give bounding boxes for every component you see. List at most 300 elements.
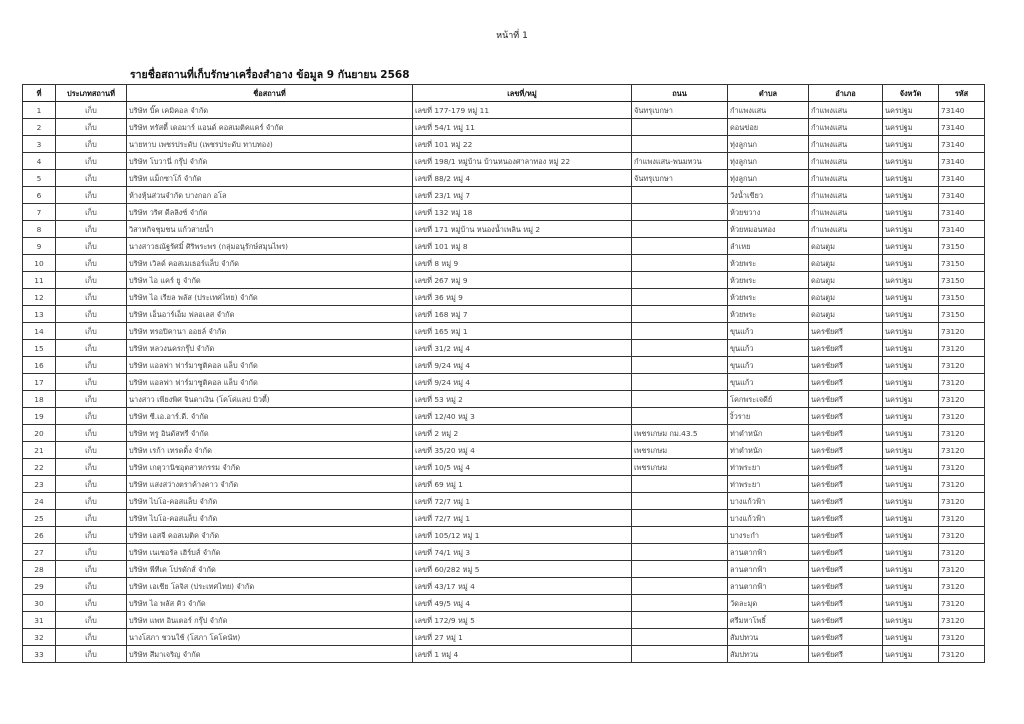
cell-address: เลขที่ 72/7 หมู่ 1 xyxy=(413,493,632,510)
cell-subdistrict: สัมปทวน xyxy=(728,629,809,646)
cell-zip: 73140 xyxy=(939,153,985,170)
cell-address: เลขที่ 49/5 หมู่ 4 xyxy=(413,595,632,612)
cell-road: เพชรเกษม กม.43.5 xyxy=(632,425,728,442)
cell-district: กำแพงแสน xyxy=(809,221,883,238)
table-row xyxy=(23,510,985,527)
cell-road xyxy=(632,476,728,493)
cell-no: 21 xyxy=(23,442,56,459)
cell-address: เลขที่ 69 หมู่ 1 xyxy=(413,476,632,493)
cell-no: 33 xyxy=(23,646,56,663)
table-row xyxy=(23,578,985,595)
cell-district: นครชัยศรี xyxy=(809,561,883,578)
cell-address: เลขที่ 132 หมู่ 18 xyxy=(413,204,632,221)
cell-zip: 73120 xyxy=(939,425,985,442)
cell-subdistrict: กำแพงแสน xyxy=(728,102,809,119)
cell-subdistrict: ท่าพระยา xyxy=(728,459,809,476)
cell-name: บริษัท ทรอปิคานา ออยล์ จำกัด xyxy=(127,323,413,340)
cell-no: 6 xyxy=(23,187,56,204)
cell-zip: 73120 xyxy=(939,374,985,391)
cell-name: นางสาวธณัฐรัศมิ์ ศิริพระพร (กลุ่มอนุรักษ์สมุนไพร) xyxy=(127,238,413,255)
cell-road xyxy=(632,544,728,561)
cell-no: 30 xyxy=(23,595,56,612)
cell-address: เลขที่ 74/1 หมู่ 3 xyxy=(413,544,632,561)
cell-district: นครชัยศรี xyxy=(809,374,883,391)
table-row xyxy=(23,357,985,374)
cell-no: 9 xyxy=(23,238,56,255)
cell-name: บริษัท เอเชีย โลจิส (ประเทศไทย) จำกัด xyxy=(127,578,413,595)
cell-district: นครชัยศรี xyxy=(809,391,883,408)
table-row xyxy=(23,170,985,187)
cell-type: เก็บ xyxy=(56,544,127,561)
cell-name: บริษัท แสงสว่างตราค้างคาว จำกัด xyxy=(127,476,413,493)
cell-name: บริษัท สีมาเจริญ จำกัด xyxy=(127,646,413,663)
cell-province: นครปฐม xyxy=(883,391,939,408)
cell-address: เลขที่ 54/1 หมู่ 11 xyxy=(413,119,632,136)
cell-type: เก็บ xyxy=(56,527,127,544)
cell-subdistrict: วังน้ำเขียว xyxy=(728,187,809,204)
cell-road xyxy=(632,119,728,136)
cell-province: นครปฐม xyxy=(883,170,939,187)
cell-name: นายทาบ เพชรประดับ (เพชรประดับ ทาบทอง) xyxy=(127,136,413,153)
cell-address: เลขที่ 10/5 หมู่ 4 xyxy=(413,459,632,476)
table-row xyxy=(23,204,985,221)
cell-type: เก็บ xyxy=(56,323,127,340)
cell-address: เลขที่ 9/24 หมู่ 4 xyxy=(413,357,632,374)
cell-subdistrict: บางแก้วฟ้า xyxy=(728,493,809,510)
cell-province: นครปฐม xyxy=(883,289,939,306)
cell-type: เก็บ xyxy=(56,442,127,459)
cell-district: นครชัยศรี xyxy=(809,544,883,561)
cell-name: บริษัท เอสจี คอสเมติค จำกัด xyxy=(127,527,413,544)
cell-district: กำแพงแสน xyxy=(809,170,883,187)
cell-district: นครชัยศรี xyxy=(809,646,883,663)
table-row xyxy=(23,289,985,306)
cell-name: บริษัท ไบโอ-คอสแล็บ จำกัด xyxy=(127,510,413,527)
cell-type: เก็บ xyxy=(56,459,127,476)
cell-road: เพชรเกษม xyxy=(632,442,728,459)
cell-province: นครปฐม xyxy=(883,323,939,340)
table-row xyxy=(23,442,985,459)
cell-road xyxy=(632,646,728,663)
cell-district: นครชัยศรี xyxy=(809,493,883,510)
cell-type: เก็บ xyxy=(56,425,127,442)
cell-subdistrict: สัมปทวน xyxy=(728,646,809,663)
cell-road xyxy=(632,272,728,289)
column-header-subdistrict: ตำบล xyxy=(728,85,809,102)
cell-no: 4 xyxy=(23,153,56,170)
cell-no: 15 xyxy=(23,340,56,357)
cell-district: นครชัยศรี xyxy=(809,510,883,527)
cell-province: นครปฐม xyxy=(883,357,939,374)
cell-subdistrict: บางระกำ xyxy=(728,527,809,544)
cell-subdistrict: ทุ่งลูกนก xyxy=(728,136,809,153)
cell-address: เลขที่ 172/9 หมู่ 5 xyxy=(413,612,632,629)
cell-province: นครปฐม xyxy=(883,221,939,238)
cell-no: 28 xyxy=(23,561,56,578)
cell-road xyxy=(632,323,728,340)
cell-type: เก็บ xyxy=(56,221,127,238)
cell-province: นครปฐม xyxy=(883,527,939,544)
table-row xyxy=(23,544,985,561)
cell-subdistrict: ห้วยขวาง xyxy=(728,204,809,221)
cell-zip: 73120 xyxy=(939,340,985,357)
cell-type: เก็บ xyxy=(56,595,127,612)
table-row xyxy=(23,374,985,391)
cell-address: เลขที่ 198/1 หมู่บ้าน บ้านหนองศาลาทอง หมู่ 22 xyxy=(413,153,632,170)
cell-zip: 73120 xyxy=(939,544,985,561)
cell-zip: 73120 xyxy=(939,629,985,646)
cell-no: 16 xyxy=(23,357,56,374)
cell-address: เลขที่ 88/2 หมู่ 4 xyxy=(413,170,632,187)
table-row xyxy=(23,187,985,204)
cell-type: เก็บ xyxy=(56,510,127,527)
cell-name: บริษัท ไอ พลัส คิว จำกัด xyxy=(127,595,413,612)
column-header-zip: รหัส xyxy=(939,85,985,102)
cell-zip: 73120 xyxy=(939,561,985,578)
cell-subdistrict: ขุนแก้ว xyxy=(728,323,809,340)
table-row xyxy=(23,391,985,408)
establishment-table xyxy=(22,84,985,663)
cell-district: กำแพงแสน xyxy=(809,204,883,221)
cell-subdistrict: ลานตากฟ้า xyxy=(728,544,809,561)
cell-address: เลขที่ 267 หมู่ 9 xyxy=(413,272,632,289)
cell-name: บริษัท เกตุวานิชอุตสาหกรรม จำกัด xyxy=(127,459,413,476)
cell-name: บริษัท แอลฟา ฟาร์มาซูติคอล แล็บ จำกัด xyxy=(127,357,413,374)
cell-district: กำแพงแสน xyxy=(809,102,883,119)
cell-road xyxy=(632,357,728,374)
cell-name: บริษัท วริศ ดีลลิงซ์ จำกัด xyxy=(127,204,413,221)
cell-type: เก็บ xyxy=(56,408,127,425)
cell-district: นครชัยศรี xyxy=(809,629,883,646)
cell-road xyxy=(632,561,728,578)
table-row xyxy=(23,153,985,170)
cell-subdistrict: ห้วยพระ xyxy=(728,289,809,306)
cell-no: 26 xyxy=(23,527,56,544)
cell-type: เก็บ xyxy=(56,561,127,578)
cell-no: 7 xyxy=(23,204,56,221)
cell-name: นางสาว เพียงพิศ จินดาเงิน (โคโค่แลป บิวตี้) xyxy=(127,391,413,408)
cell-district: นครชัยศรี xyxy=(809,595,883,612)
cell-type: เก็บ xyxy=(56,340,127,357)
cell-province: นครปฐม xyxy=(883,510,939,527)
cell-zip: 73120 xyxy=(939,527,985,544)
table-row xyxy=(23,493,985,510)
table-row xyxy=(23,527,985,544)
cell-zip: 73120 xyxy=(939,646,985,663)
cell-type: เก็บ xyxy=(56,289,127,306)
cell-name: บริษัท หลวงนครกรุ๊ป จำกัด xyxy=(127,340,413,357)
cell-province: นครปฐม xyxy=(883,238,939,255)
cell-road xyxy=(632,408,728,425)
cell-address: เลขที่ 23/1 หมู่ 7 xyxy=(413,187,632,204)
cell-province: นครปฐม xyxy=(883,459,939,476)
cell-zip: 73120 xyxy=(939,323,985,340)
cell-address: เลขที่ 35/20 หมู่ 4 xyxy=(413,442,632,459)
cell-district: นครชัยศรี xyxy=(809,408,883,425)
cell-road xyxy=(632,340,728,357)
cell-name: บริษัท เวิลด์ คอสเมเธอร์แล็บ จำกัด xyxy=(127,255,413,272)
cell-district: นครชัยศรี xyxy=(809,459,883,476)
cell-type: เก็บ xyxy=(56,646,127,663)
cell-province: นครปฐม xyxy=(883,425,939,442)
cell-road xyxy=(632,255,728,272)
cell-province: นครปฐม xyxy=(883,272,939,289)
cell-no: 8 xyxy=(23,221,56,238)
cell-road xyxy=(632,238,728,255)
table-row xyxy=(23,646,985,663)
cell-road xyxy=(632,221,728,238)
cell-zip: 73140 xyxy=(939,204,985,221)
cell-subdistrict: ขุนแก้ว xyxy=(728,357,809,374)
cell-subdistrict: ห้วยพระ xyxy=(728,272,809,289)
cell-no: 2 xyxy=(23,119,56,136)
cell-zip: 73120 xyxy=(939,510,985,527)
cell-road xyxy=(632,510,728,527)
cell-no: 22 xyxy=(23,459,56,476)
cell-no: 3 xyxy=(23,136,56,153)
cell-zip: 73140 xyxy=(939,119,985,136)
cell-type: เก็บ xyxy=(56,170,127,187)
table-row xyxy=(23,425,985,442)
cell-district: นครชัยศรี xyxy=(809,323,883,340)
column-header-district: อำเภอ xyxy=(809,85,883,102)
cell-subdistrict: ลานตากฟ้า xyxy=(728,578,809,595)
column-header-road: ถนน xyxy=(632,85,728,102)
table-row xyxy=(23,306,985,323)
cell-province: นครปฐม xyxy=(883,255,939,272)
cell-province: นครปฐม xyxy=(883,629,939,646)
cell-province: นครปฐม xyxy=(883,544,939,561)
page-number: หน้าที่ 1 xyxy=(496,31,528,41)
cell-no: 13 xyxy=(23,306,56,323)
cell-type: เก็บ xyxy=(56,187,127,204)
cell-address: เลขที่ 171 หมู่บ้าน หนองน้ำเพลิน หมู่ 2 xyxy=(413,221,632,238)
cell-address: เลขที่ 43/17 หมู่ 4 xyxy=(413,578,632,595)
cell-type: เก็บ xyxy=(56,204,127,221)
table-row xyxy=(23,119,985,136)
cell-district: นครชัยศรี xyxy=(809,612,883,629)
column-header-province: จังหวัด xyxy=(883,85,939,102)
cell-zip: 73120 xyxy=(939,459,985,476)
cell-name: บริษัท บิ๊ค เคมิคอล จำกัด xyxy=(127,102,413,119)
cell-address: เลขที่ 105/12 หมู่ 1 xyxy=(413,527,632,544)
cell-province: นครปฐม xyxy=(883,204,939,221)
cell-subdistrict: วัดละมุด xyxy=(728,595,809,612)
cell-road xyxy=(632,136,728,153)
cell-no: 17 xyxy=(23,374,56,391)
cell-address: เลขที่ 53 หมู่ 2 xyxy=(413,391,632,408)
cell-zip: 73140 xyxy=(939,102,985,119)
cell-type: เก็บ xyxy=(56,255,127,272)
cell-subdistrict: ศรีมหาโพธิ์ xyxy=(728,612,809,629)
cell-type: เก็บ xyxy=(56,391,127,408)
cell-subdistrict: ท่าตำหนัก xyxy=(728,425,809,442)
cell-province: นครปฐม xyxy=(883,476,939,493)
cell-road xyxy=(632,629,728,646)
cell-province: นครปฐม xyxy=(883,153,939,170)
cell-no: 18 xyxy=(23,391,56,408)
cell-province: นครปฐม xyxy=(883,646,939,663)
cell-address: เลขที่ 8 หมู่ 9 xyxy=(413,255,632,272)
cell-subdistrict: บางแก้วฟ้า xyxy=(728,510,809,527)
cell-address: เลขที่ 36 หมู่ 9 xyxy=(413,289,632,306)
cell-district: ดอนตูม xyxy=(809,238,883,255)
cell-subdistrict: ห้วยพระ xyxy=(728,255,809,272)
cell-name: บริษัท เนเชอรัล เฮิร์บส์ จำกัด xyxy=(127,544,413,561)
cell-province: นครปฐม xyxy=(883,408,939,425)
cell-province: นครปฐม xyxy=(883,442,939,459)
table-header-row xyxy=(23,85,985,102)
cell-address: เลขที่ 72/7 หมู่ 1 xyxy=(413,510,632,527)
cell-province: นครปฐม xyxy=(883,612,939,629)
cell-type: เก็บ xyxy=(56,153,127,170)
cell-zip: 73120 xyxy=(939,578,985,595)
cell-road xyxy=(632,612,728,629)
cell-subdistrict: ท่าพระยา xyxy=(728,476,809,493)
cell-road: จันทรุเบกษา xyxy=(632,102,728,119)
cell-province: นครปฐม xyxy=(883,493,939,510)
cell-road: จันทรุเบกษา xyxy=(632,170,728,187)
cell-name: บริษัท แพท อินเตอร์ กรุ๊ป จำกัด xyxy=(127,612,413,629)
cell-name: บริษัท ทรัสตี้ เดอมาร์ แอนด์ คอสเมติคแคร์ จำกัด xyxy=(127,119,413,136)
table-row xyxy=(23,629,985,646)
cell-road xyxy=(632,204,728,221)
table-row xyxy=(23,136,985,153)
cell-road xyxy=(632,595,728,612)
cell-district: กำแพงแสน xyxy=(809,187,883,204)
cell-province: นครปฐม xyxy=(883,595,939,612)
table-row xyxy=(23,221,985,238)
column-header-name: ชื่อสถานที่ xyxy=(127,85,413,102)
cell-no: 10 xyxy=(23,255,56,272)
cell-name: บริษัท ไบโอ-คอสแล็บ จำกัด xyxy=(127,493,413,510)
cell-no: 25 xyxy=(23,510,56,527)
cell-zip: 73120 xyxy=(939,595,985,612)
cell-province: นครปฐม xyxy=(883,306,939,323)
cell-type: เก็บ xyxy=(56,612,127,629)
table-row xyxy=(23,476,985,493)
cell-zip: 73140 xyxy=(939,187,985,204)
cell-address: เลขที่ 1 หมู่ 4 xyxy=(413,646,632,663)
cell-type: เก็บ xyxy=(56,629,127,646)
cell-no: 5 xyxy=(23,170,56,187)
cell-subdistrict: ขุนแก้ว xyxy=(728,340,809,357)
table-row xyxy=(23,323,985,340)
cell-no: 24 xyxy=(23,493,56,510)
cell-type: เก็บ xyxy=(56,238,127,255)
cell-address: เลขที่ 2 หมู่ 2 xyxy=(413,425,632,442)
cell-name: บริษัท เรก้า เทรดดิ้ง จำกัด xyxy=(127,442,413,459)
cell-type: เก็บ xyxy=(56,102,127,119)
cell-type: เก็บ xyxy=(56,578,127,595)
cell-district: นครชัยศรี xyxy=(809,425,883,442)
cell-zip: 73150 xyxy=(939,306,985,323)
cell-address: เลขที่ 27 หมู่ 1 xyxy=(413,629,632,646)
cell-subdistrict: ดอนข่อย xyxy=(728,119,809,136)
column-header-type: ประเภทสถานที่ xyxy=(56,85,127,102)
column-header-address: เลขที่/หมู่ xyxy=(413,85,632,102)
cell-type: เก็บ xyxy=(56,357,127,374)
cell-district: นครชัยศรี xyxy=(809,442,883,459)
cell-type: เก็บ xyxy=(56,493,127,510)
cell-address: เลขที่ 101 หมู่ 8 xyxy=(413,238,632,255)
cell-subdistrict: ห้วยพระ xyxy=(728,306,809,323)
cell-name: วิสาหกิจชุมชน แก้วสายน้ำ xyxy=(127,221,413,238)
cell-road xyxy=(632,374,728,391)
cell-zip: 73120 xyxy=(939,357,985,374)
cell-subdistrict: งิ้วราย xyxy=(728,408,809,425)
cell-no: 23 xyxy=(23,476,56,493)
table-row xyxy=(23,612,985,629)
cell-zip: 73120 xyxy=(939,391,985,408)
cell-type: เก็บ xyxy=(56,119,127,136)
cell-province: นครปฐม xyxy=(883,136,939,153)
cell-no: 12 xyxy=(23,289,56,306)
cell-zip: 73150 xyxy=(939,255,985,272)
cell-zip: 73140 xyxy=(939,221,985,238)
cell-name: ห้างหุ้นส่วนจำกัด บางกอก อโล xyxy=(127,187,413,204)
cell-no: 11 xyxy=(23,272,56,289)
cell-name: บริษัท แอลฟา ฟาร์มาซูติคอล แล็บ จำกัด xyxy=(127,374,413,391)
cell-district: นครชัยศรี xyxy=(809,527,883,544)
cell-no: 31 xyxy=(23,612,56,629)
cell-zip: 73140 xyxy=(939,136,985,153)
cell-district: กำแพงแสน xyxy=(809,136,883,153)
cell-address: เลขที่ 101 หมู่ 22 xyxy=(413,136,632,153)
cell-no: 27 xyxy=(23,544,56,561)
cell-district: กำแพงแสน xyxy=(809,119,883,136)
cell-district: กำแพงแสน xyxy=(809,153,883,170)
cell-no: 20 xyxy=(23,425,56,442)
cell-no: 29 xyxy=(23,578,56,595)
table-row xyxy=(23,102,985,119)
cell-zip: 73150 xyxy=(939,289,985,306)
cell-road xyxy=(632,527,728,544)
cell-road xyxy=(632,289,728,306)
cell-zip: 73120 xyxy=(939,442,985,459)
table-row xyxy=(23,595,985,612)
cell-type: เก็บ xyxy=(56,272,127,289)
cell-road xyxy=(632,187,728,204)
cell-district: ดอนตูม xyxy=(809,289,883,306)
cell-address: เลขที่ 177-179 หมู่ 11 xyxy=(413,102,632,119)
cell-road xyxy=(632,306,728,323)
table-row xyxy=(23,459,985,476)
cell-name: บริษัท พีทีเค โปรดักส์ จำกัด xyxy=(127,561,413,578)
cell-province: นครปฐม xyxy=(883,578,939,595)
cell-subdistrict: ทุ่งลูกนก xyxy=(728,170,809,187)
cell-province: นครปฐม xyxy=(883,119,939,136)
cell-province: นครปฐม xyxy=(883,340,939,357)
cell-subdistrict: ห้วยหมอนทอง xyxy=(728,221,809,238)
cell-name: นางโสภา ชวนใช้ (โสภา โคโคนัท) xyxy=(127,629,413,646)
cell-subdistrict: ลานตากฟ้า xyxy=(728,561,809,578)
cell-subdistrict: ทุ่งลูกนก xyxy=(728,153,809,170)
cell-type: เก็บ xyxy=(56,136,127,153)
table-row xyxy=(23,561,985,578)
table-row xyxy=(23,408,985,425)
cell-name: บริษัท ไอ เรียล พลัส (ประเทศไทย) จำกัด xyxy=(127,289,413,306)
cell-road: เพชรเกษม xyxy=(632,459,728,476)
cell-zip: 73120 xyxy=(939,493,985,510)
cell-name: บริษัท ทรู อินดัสทรี จำกัด xyxy=(127,425,413,442)
cell-district: นครชัยศรี xyxy=(809,476,883,493)
cell-road xyxy=(632,493,728,510)
cell-subdistrict: ลำเหย xyxy=(728,238,809,255)
cell-name: บริษัท เอ็นอาร์เอ็ม ฟลอเลส จำกัด xyxy=(127,306,413,323)
cell-province: นครปฐม xyxy=(883,102,939,119)
cell-address: เลขที่ 60/282 หมู่ 5 xyxy=(413,561,632,578)
